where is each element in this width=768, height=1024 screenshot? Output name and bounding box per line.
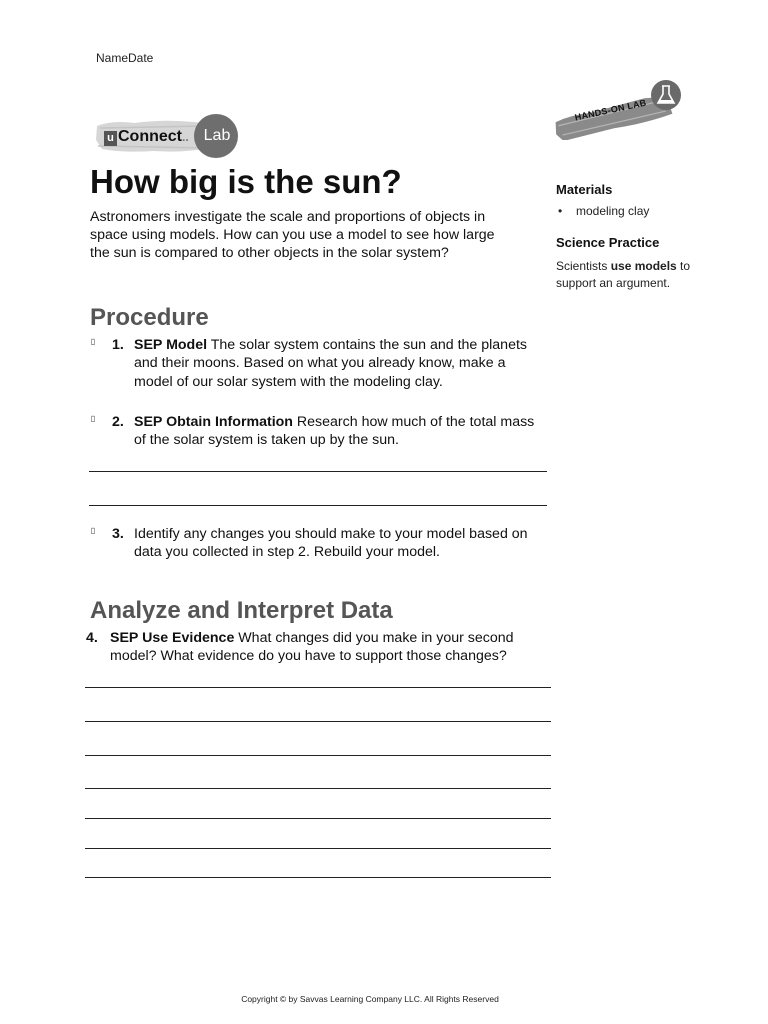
step-2-label: SEP Obtain Information bbox=[134, 414, 293, 430]
answer-line[interactable] bbox=[89, 471, 547, 472]
science-practice-post: to support an argument. bbox=[556, 259, 691, 290]
step-2-checkbox[interactable]: ▯ bbox=[90, 414, 96, 423]
intro-paragraph: Astronomers investigate the scale and proportions of objects in space using models. How can you use a model to see how large the sun is compared to other objects in the solar system? bbox=[90, 209, 495, 262]
answer-line[interactable] bbox=[85, 877, 551, 878]
uconnect-word: Connect bbox=[118, 128, 182, 145]
answer-line[interactable] bbox=[85, 818, 551, 819]
step-1-label: SEP Model bbox=[134, 337, 208, 353]
question-4-text bbox=[110, 629, 542, 666]
answer-line[interactable] bbox=[89, 505, 547, 506]
answer-line[interactable] bbox=[85, 848, 551, 849]
answer-line[interactable] bbox=[85, 788, 551, 789]
step-3-number: 3. bbox=[112, 526, 124, 542]
step-1-number: 1. bbox=[112, 337, 124, 353]
materials-list bbox=[556, 204, 649, 218]
uconnect-wordmark bbox=[104, 128, 189, 146]
step-1-body: The solar system contains the sun and the planets and their moons. Based on what you already know, make a model of our solar system with the modeling clay. bbox=[134, 337, 527, 390]
step-2-text bbox=[134, 413, 536, 450]
uconnect-lab-logo bbox=[94, 112, 240, 160]
science-practice-pre: Scientists bbox=[556, 259, 611, 273]
answer-line[interactable] bbox=[85, 721, 551, 722]
procedure-heading: Procedure bbox=[90, 304, 209, 331]
science-practice-text bbox=[556, 258, 706, 291]
science-practice-bold: use models bbox=[610, 259, 677, 273]
hands-on-lab-badge bbox=[552, 78, 682, 140]
analyze-heading: Analyze and Interpret Data bbox=[90, 597, 393, 624]
name-date-label: NameDate bbox=[96, 51, 154, 65]
uconnect-u-mark: u bbox=[104, 131, 117, 146]
step-2-number: 2. bbox=[112, 414, 124, 430]
step-3-checkbox[interactable]: ▯ bbox=[90, 526, 96, 535]
answer-line[interactable] bbox=[85, 687, 551, 688]
hands-on-lab-label: HANDS-ON LAB bbox=[573, 97, 648, 123]
answer-line[interactable] bbox=[85, 755, 551, 756]
step-2-body: Research how much of the total mass of the solar system is taken up by the sun. bbox=[134, 414, 535, 449]
question-4-label: SEP Use Evidence bbox=[110, 630, 235, 646]
question-4-body: What changes did you make in your second model? What evidence do you have to support those changes? bbox=[110, 630, 514, 665]
copyright-footer: Copyright © by Savvas Learning Company LLC. All Rights Reserved bbox=[241, 994, 499, 1004]
lab-label: Lab bbox=[203, 127, 231, 144]
question-4-number: 4. bbox=[86, 630, 98, 646]
page-title: How big is the sun? bbox=[90, 163, 402, 200]
step-1-checkbox[interactable]: ▯ bbox=[90, 337, 96, 346]
step-3-text: Identify any changes you should make to your model based on data you collected in step 2. Rebuild your model. bbox=[134, 526, 528, 561]
materials-heading: Materials bbox=[556, 182, 613, 197]
science-practice-heading: Science Practice bbox=[556, 235, 660, 250]
uconnect-dots: .. bbox=[182, 130, 189, 144]
materials-item: • modeling clay bbox=[556, 204, 649, 218]
step-1-text bbox=[134, 336, 536, 391]
